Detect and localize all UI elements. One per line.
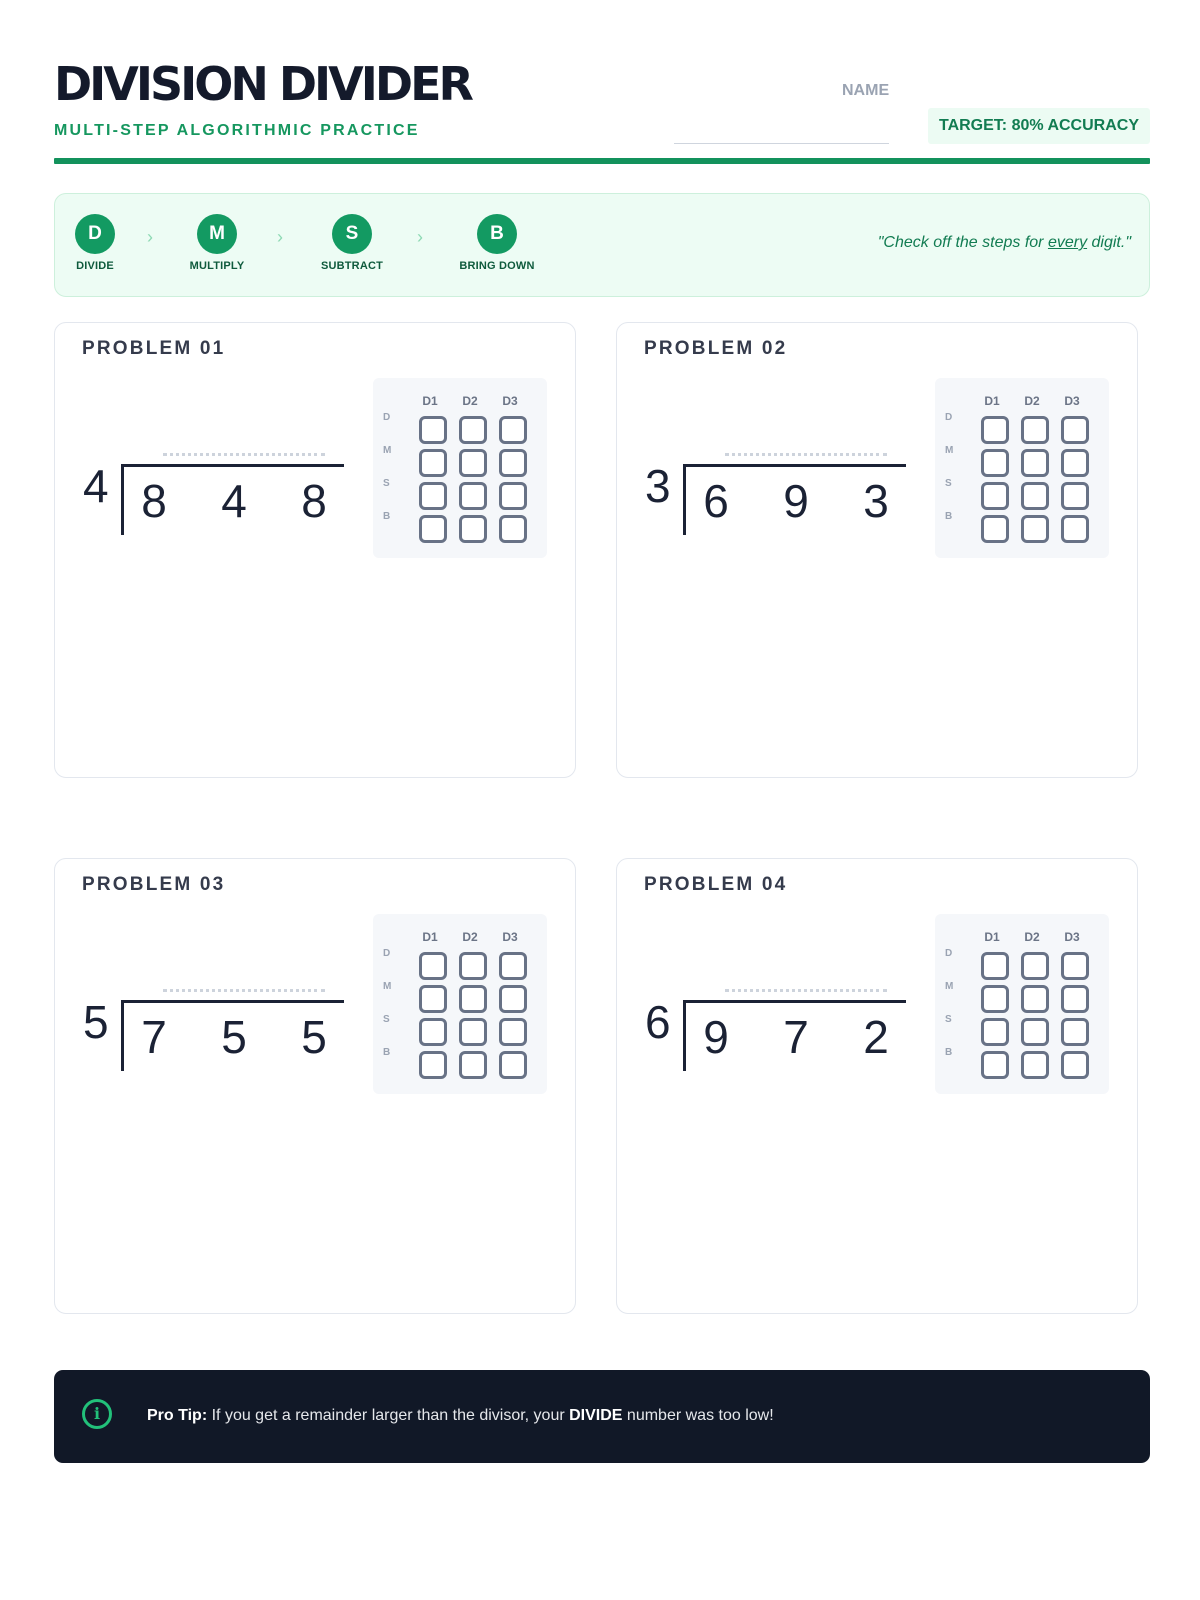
page-subtitle: MULTI-STEP ALGORITHMIC PRACTICE [54, 122, 420, 139]
target-badge: TARGET: 80% ACCURACY [928, 108, 1150, 144]
quotient-answer-line[interactable] [163, 453, 325, 456]
checklist-row-label: D [383, 948, 391, 959]
checklist-row-label: S [945, 1014, 952, 1025]
step-checkbox[interactable] [981, 449, 1009, 477]
step-checkbox[interactable] [499, 1018, 527, 1046]
checklist-row-label: B [945, 511, 953, 522]
problem-title: PROBLEM 01 [82, 338, 226, 359]
step-checkbox[interactable] [1061, 952, 1089, 980]
step-checkbox[interactable] [459, 515, 487, 543]
checklist-row-label: S [383, 1014, 390, 1025]
checklist-column-label: D3 [1064, 930, 1080, 944]
problem-title: PROBLEM 04 [644, 874, 788, 895]
pro-tip-text: Pro Tip: If you get a remainder larger than the divisor, your DIVIDE number was too low! [147, 1407, 774, 1424]
step-checkbox[interactable] [1021, 985, 1049, 1013]
dividend-digit: 9 [783, 475, 809, 527]
step-checkbox[interactable] [1061, 1051, 1089, 1079]
step-checkbox[interactable] [459, 449, 487, 477]
step-checkbox[interactable] [1021, 1051, 1049, 1079]
checklist-column-label: D1 [984, 394, 1000, 408]
step-checkbox[interactable] [419, 985, 447, 1013]
checklist-column-label: D3 [1064, 394, 1080, 408]
step-checkbox[interactable] [1021, 952, 1049, 980]
step-checkbox[interactable] [459, 416, 487, 444]
step-checklist [373, 378, 547, 558]
problem-title: PROBLEM 02 [644, 338, 788, 359]
step-circle-b: B [477, 214, 517, 254]
step-checkbox[interactable] [419, 1051, 447, 1079]
name-field[interactable] [674, 143, 889, 144]
info-icon: i [82, 1399, 112, 1429]
step-checkbox[interactable] [499, 1051, 527, 1079]
checklist-column-label: D1 [984, 930, 1000, 944]
checklist-column-label: D2 [462, 930, 478, 944]
step-checkbox[interactable] [419, 416, 447, 444]
step-checkbox[interactable] [419, 952, 447, 980]
checklist-row-label: B [383, 511, 391, 522]
dividend-digit: 4 [221, 475, 247, 527]
step-checkbox[interactable] [1061, 1018, 1089, 1046]
step-checkbox[interactable] [981, 515, 1009, 543]
quotient-answer-line[interactable] [725, 989, 887, 992]
step-label: SUBTRACT [320, 260, 384, 272]
step-label: MULTIPLY [189, 260, 245, 272]
step-checkbox[interactable] [981, 1051, 1009, 1079]
step-label: DIVIDE [76, 260, 114, 272]
banner-quote: "Check off the steps for every digit." [877, 234, 1131, 251]
step-checkbox[interactable] [499, 952, 527, 980]
step-checkbox[interactable] [981, 985, 1009, 1013]
page-title: DIVISION DIVIDER [54, 57, 471, 111]
step-checkbox[interactable] [499, 985, 527, 1013]
divisor: 3 [645, 460, 671, 512]
divisor: 6 [645, 996, 671, 1048]
step-checkbox[interactable] [981, 952, 1009, 980]
checklist-row-label: S [945, 478, 952, 489]
step-checkbox[interactable] [459, 482, 487, 510]
quotient-answer-line[interactable] [725, 453, 887, 456]
dividend-digit: 7 [141, 1011, 167, 1063]
step-checkbox[interactable] [1061, 985, 1089, 1013]
step-checklist [935, 378, 1109, 558]
step-checkbox[interactable] [419, 482, 447, 510]
step-multiply [167, 214, 267, 272]
checklist-row-label: D [945, 948, 953, 959]
chevron-right-icon: › [277, 227, 283, 247]
checklist-row-label: B [945, 1047, 953, 1058]
step-subtract [302, 214, 402, 272]
checklist-row-label: M [945, 981, 954, 992]
problem-card [54, 858, 576, 1314]
header-divider [54, 158, 1150, 164]
checklist-column-label: D1 [422, 394, 438, 408]
problem-title: PROBLEM 03 [82, 874, 226, 895]
step-checkbox[interactable] [1061, 482, 1089, 510]
step-checkbox[interactable] [1061, 416, 1089, 444]
checklist-row-label: M [383, 981, 392, 992]
checklist-row-label: S [383, 478, 390, 489]
checklist-row-label: M [383, 445, 392, 456]
step-checkbox[interactable] [499, 416, 527, 444]
dividend-digit: 3 [863, 475, 889, 527]
step-checkbox[interactable] [1061, 515, 1089, 543]
dividend-digit: 5 [301, 1011, 327, 1063]
step-checkbox[interactable] [419, 1018, 447, 1046]
checklist-column-label: D1 [422, 930, 438, 944]
step-checkbox[interactable] [981, 1018, 1009, 1046]
dividend-digit: 2 [863, 1011, 889, 1063]
steps-banner [54, 193, 1150, 297]
chevron-right-icon: › [417, 227, 423, 247]
dividend-digit: 8 [301, 475, 327, 527]
step-checkbox[interactable] [419, 449, 447, 477]
step-checkbox[interactable] [1021, 416, 1049, 444]
step-circle-d: D [75, 214, 115, 254]
dividend-digit: 8 [141, 475, 167, 527]
checklist-column-label: D2 [1024, 930, 1040, 944]
name-label: NAME [842, 82, 890, 99]
step-checkbox[interactable] [499, 515, 527, 543]
dividend-digit: 7 [783, 1011, 809, 1063]
step-circle-s: S [332, 214, 372, 254]
step-checkbox[interactable] [981, 416, 1009, 444]
step-label: BRING DOWN [459, 260, 535, 272]
chevron-right-icon: › [147, 227, 153, 247]
step-checkbox[interactable] [1021, 449, 1049, 477]
step-checkbox[interactable] [459, 1018, 487, 1046]
divisor: 4 [83, 460, 109, 512]
problem-card [54, 322, 576, 778]
step-checkbox[interactable] [981, 482, 1009, 510]
step-checkbox[interactable] [1021, 1018, 1049, 1046]
step-divide [45, 214, 145, 272]
problem-card [616, 858, 1138, 1314]
step-checklist [373, 914, 547, 1094]
step-checkbox[interactable] [419, 515, 447, 543]
step-checkbox[interactable] [499, 449, 527, 477]
step-bring-down [447, 214, 547, 272]
dividend-digit: 5 [221, 1011, 247, 1063]
step-circle-m: M [197, 214, 237, 254]
step-checkbox[interactable] [499, 482, 527, 510]
step-checkbox[interactable] [1021, 482, 1049, 510]
step-checkbox[interactable] [1021, 515, 1049, 543]
checklist-row-label: B [383, 1047, 391, 1058]
checklist-column-label: D3 [502, 394, 518, 408]
checklist-row-label: D [383, 412, 391, 423]
dividend-digit: 9 [703, 1011, 729, 1063]
step-checkbox[interactable] [459, 952, 487, 980]
checklist-column-label: D2 [462, 394, 478, 408]
step-checklist [935, 914, 1109, 1094]
step-checkbox[interactable] [1061, 449, 1089, 477]
step-checkbox[interactable] [459, 1051, 487, 1079]
checklist-row-label: M [945, 445, 954, 456]
divisor: 5 [83, 996, 109, 1048]
checklist-column-label: D3 [502, 930, 518, 944]
quotient-answer-line[interactable] [163, 989, 325, 992]
pro-tip-banner [54, 1370, 1150, 1463]
step-checkbox[interactable] [459, 985, 487, 1013]
checklist-column-label: D2 [1024, 394, 1040, 408]
dividend-digit: 6 [703, 475, 729, 527]
problem-card [616, 322, 1138, 778]
checklist-row-label: D [945, 412, 953, 423]
